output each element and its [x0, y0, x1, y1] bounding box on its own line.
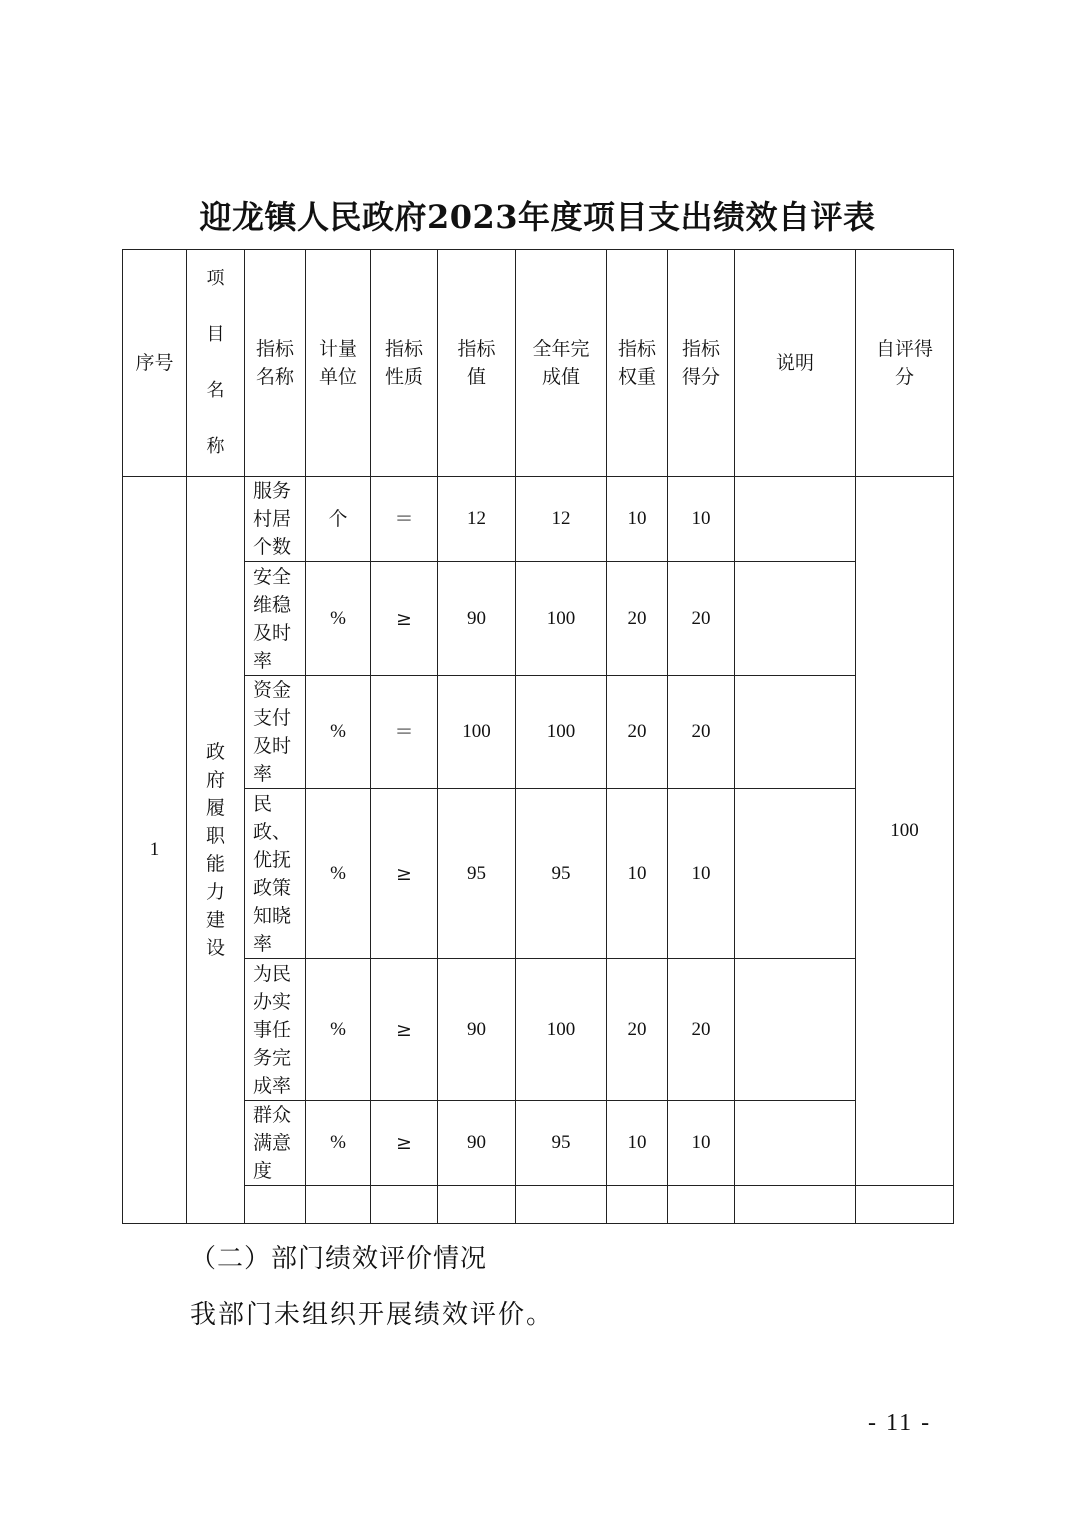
header-score: 指标 得分: [668, 250, 735, 477]
nature-cell: ≥: [371, 789, 438, 959]
weight-cell: 20: [607, 562, 668, 676]
note-cell: [735, 562, 856, 676]
table-row: [123, 562, 954, 676]
unit-cell: %: [306, 562, 371, 676]
empty-cell: [516, 1186, 607, 1224]
actual-cell: 95: [516, 1101, 607, 1186]
weight-cell: 10: [607, 1101, 668, 1186]
score-cell: 20: [668, 676, 735, 789]
header-row: [123, 250, 954, 477]
header-self-score: 自评得 分: [856, 250, 954, 477]
empty-cell: [438, 1186, 516, 1224]
actual-cell: 100: [516, 959, 607, 1101]
nature-cell: ≥: [371, 959, 438, 1101]
note-cell: [735, 477, 856, 562]
indicator-name-cell: 民政、优抚政策知晓率: [245, 789, 306, 959]
table-row: [123, 676, 954, 789]
indicator-name-cell: 为民办实事任务完成率: [245, 959, 306, 1101]
weight-cell: 20: [607, 959, 668, 1101]
unit-cell: %: [306, 789, 371, 959]
empty-cell: [607, 1186, 668, 1224]
header-indicator-name: 指标 名称: [245, 250, 306, 477]
score-cell: 20: [668, 562, 735, 676]
indicator-name-cell: 安全维稳及时率: [245, 562, 306, 676]
nature-cell: ＝: [371, 676, 438, 789]
seq-cell: 1: [123, 477, 187, 1224]
unit-cell: 个: [306, 477, 371, 562]
weight-cell: 10: [607, 477, 668, 562]
table-row: [123, 789, 954, 959]
note-cell: [735, 959, 856, 1101]
performance-table: [122, 249, 954, 1224]
score-cell: 10: [668, 477, 735, 562]
nature-cell: ≥: [371, 562, 438, 676]
actual-cell: 12: [516, 477, 607, 562]
nature-cell: ＝: [371, 477, 438, 562]
nature-cell: ≥: [371, 1101, 438, 1186]
empty-cell: [306, 1186, 371, 1224]
target-cell: 100: [438, 676, 516, 789]
weight-cell: 20: [607, 676, 668, 789]
actual-cell: 100: [516, 676, 607, 789]
note-cell: [735, 789, 856, 959]
header-nature: 指标 性质: [371, 250, 438, 477]
header-unit: 计量 单位: [306, 250, 371, 477]
target-cell: 12: [438, 477, 516, 562]
indicator-name-cell: 群众满意度: [245, 1101, 306, 1186]
section-heading: （二）部门绩效评价情况: [190, 1244, 488, 1274]
empty-cell: [371, 1186, 438, 1224]
target-cell: 95: [438, 789, 516, 959]
target-cell: 90: [438, 959, 516, 1101]
actual-cell: 95: [516, 789, 607, 959]
table-row: [123, 1101, 954, 1186]
score-cell: 10: [668, 789, 735, 959]
actual-cell: 100: [516, 562, 607, 676]
unit-cell: %: [306, 1101, 371, 1186]
header-weight: 指标 权重: [607, 250, 668, 477]
body-paragraph: 我部门未组织开展绩效评价。: [190, 1300, 555, 1330]
table-row: [123, 477, 954, 562]
empty-row: [123, 1186, 954, 1224]
indicator-name-cell: 服务村居个数: [245, 477, 306, 562]
indicator-name-cell: 资金支付及时率: [245, 676, 306, 789]
header-target: 指标 值: [438, 250, 516, 477]
weight-cell: 10: [607, 789, 668, 959]
unit-cell: %: [306, 676, 371, 789]
note-cell: [735, 676, 856, 789]
target-cell: 90: [438, 562, 516, 676]
header-actual: 全年完 成值: [516, 250, 607, 477]
page-number: - 11 -: [868, 1410, 932, 1436]
empty-cell: [735, 1186, 856, 1224]
unit-cell: %: [306, 959, 371, 1101]
project-name-cell: 政府履职能力建设: [187, 477, 245, 1224]
empty-cell: [856, 1186, 954, 1224]
empty-cell: [245, 1186, 306, 1224]
note-cell: [735, 1101, 856, 1186]
document-title: 迎龙镇人民政府2023年度项目支出绩效自评表: [199, 198, 876, 236]
self-score-cell: 100: [856, 477, 954, 1186]
target-cell: 90: [438, 1101, 516, 1186]
header-seq: 序号: [123, 250, 187, 477]
score-cell: 20: [668, 959, 735, 1101]
score-cell: 10: [668, 1101, 735, 1186]
header-note: 说明: [735, 250, 856, 477]
empty-cell: [668, 1186, 735, 1224]
table-row: [123, 959, 954, 1101]
header-project-name: 项目名称: [187, 250, 245, 477]
